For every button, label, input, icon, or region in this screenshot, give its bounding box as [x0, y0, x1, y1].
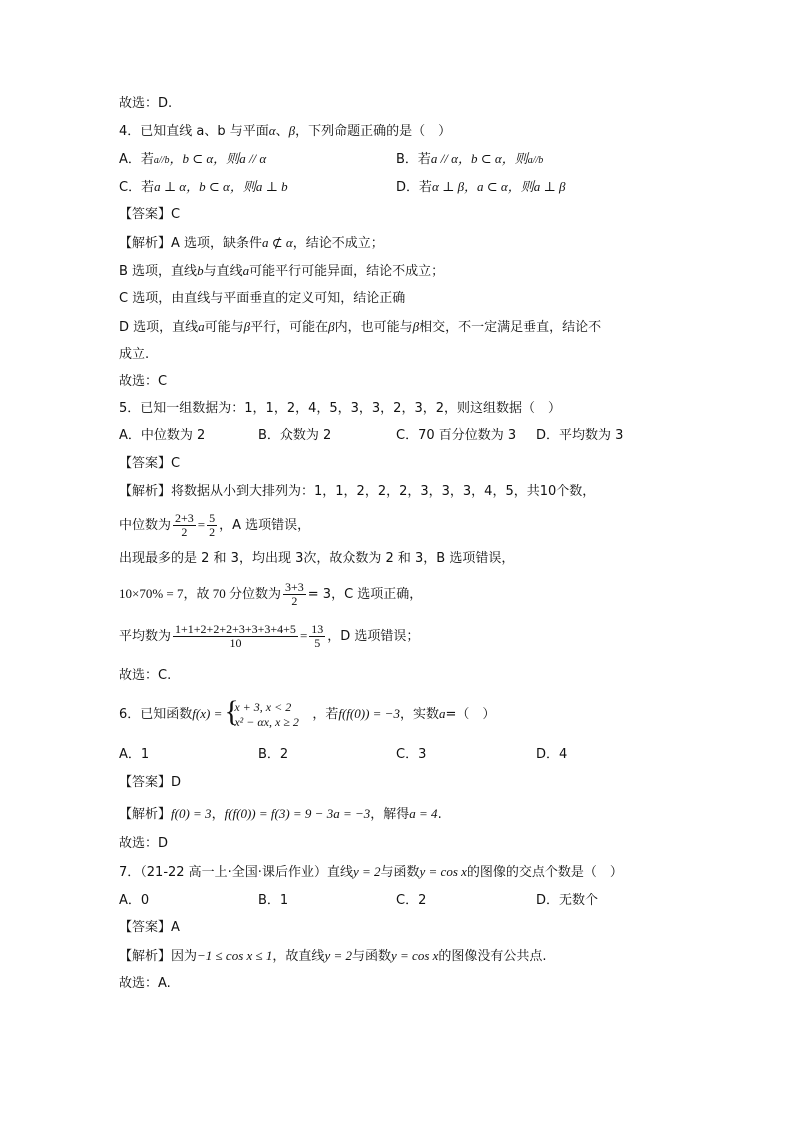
q5-explanation-5: 平均数为 $\frac{1+1+2+2+2+3+3+3+4+5}{10}$ = $\frac{13}{5}$ ，D 选项错误；: [119, 622, 420, 650]
q7-stem: 7．（21-22 高一上·全国·课后作业）直线y = 2与函数y = cos x的图像的交点个数是（ ）: [119, 864, 623, 880]
q6-conclusion: 故选：D: [119, 836, 169, 851]
q4-explanation-2: B 选项，直线b与直线a可能平行可能异面，结论不成立；: [119, 263, 445, 279]
q5-option-a: A．中位数为 2: [119, 428, 206, 443]
q5-option-d: D．平均数为 3: [536, 428, 624, 443]
q4-explanation-1: 【解析】A 选项，缺条件a ⊄ α，结论不成立；: [119, 235, 384, 251]
q5-explanation-4: 10×70% = 7，故 70 分位数为 $\frac{3+3}{2}$ = 3，C 选项正确，: [119, 580, 423, 608]
median-fraction: $\frac{2+3}{2}$: [175, 511, 194, 539]
q4-option-d: D．若α ⊥ β，a ⊂ α，则a ⊥ β: [396, 179, 566, 195]
q5-option-c: C．70 百分位数为 3: [396, 428, 517, 443]
q7-option-c: C．2: [396, 893, 427, 908]
q6-option-b: B．2: [258, 747, 289, 762]
mean-fraction: $\frac{1+1+2+2+2+3+3+3+4+5}{10}$: [175, 622, 296, 650]
q7-conclusion: 故选：A.: [119, 976, 171, 991]
q4-option-c: C．若a ⊥ α，b ⊂ α，则a ⊥ b: [119, 179, 288, 195]
q4-explanation-3: C 选项，由直线与平面垂直的定义可知，结论正确: [119, 291, 406, 306]
q5-answer: 【答案】C: [119, 456, 181, 471]
q4-stem: 4．已知直线 a、b 与平面α、β，下列命题正确的是（ ）: [119, 123, 452, 139]
q5-explanation-1: 【解析】将数据从小到大排列为：1，1，2，2，2，3，3，3，4，5，共10个数，: [119, 484, 596, 499]
q5-explanation-3: 出现最多的是 2 和 3，均出现 3次，故众数为 2 和 3，B 选项错误，: [119, 551, 515, 566]
median-result-fraction: $\frac{5}{2}$: [209, 511, 216, 539]
q7-option-b: B．1: [258, 893, 289, 908]
mean-result-fraction: $\frac{13}{5}$: [311, 622, 324, 650]
q5-stem: 5．已知一组数据为：1，1，2，4，5，3，3，2，3，2，则这组数据（ ）: [119, 401, 561, 416]
q5-option-b: B．众数为 2: [258, 428, 332, 443]
q7-option-d: D．无数个: [536, 893, 599, 908]
q4-option-b: B．若a // α，b ⊂ α，则a//b: [396, 151, 544, 167]
q4-conclusion: 故选：C: [119, 374, 168, 389]
q4-explanation-5: 成立.: [119, 347, 150, 362]
piecewise-function: { x + 3, x < 2 x² − αx, x ≥ 2: [224, 694, 299, 729]
q5-conclusion: 故选：C.: [119, 668, 172, 683]
percentile-fraction: $\frac{3+3}{2}$: [285, 580, 304, 608]
q7-answer: 【答案】A: [119, 920, 180, 935]
q4-option-a: A．若a//b，b ⊂ α，则a // α: [119, 151, 267, 167]
q7-explanation: 【解析】因为−1 ≤ cos x ≤ 1，故直线y = 2与函数y = cos x的图像没有公共点.: [119, 948, 547, 964]
q6-option-c: C．3: [396, 747, 427, 762]
q4-answer: 【答案】C: [119, 207, 181, 222]
q6-option-d: D．4: [536, 747, 568, 762]
prev-conclusion: 故选：D.: [119, 96, 173, 111]
q6-explanation: 【解析】f(0) = 3，f(f(0)) = f(3) = 9 − 3a = −3，解得a = 4.: [119, 806, 442, 822]
q7-option-a: A．0: [119, 893, 150, 908]
q6-stem: 6．已知函数f(x) = { x + 3, x < 2 x² − αx, x ≥ 2 ，若f(f(0)) = −3，实数a=（ ）: [119, 694, 496, 729]
q5-explanation-2: 中位数为 $\frac{2+3}{2}$ = $\frac{5}{2}$ ，A 选项错误，: [119, 511, 311, 539]
q6-answer: 【答案】D: [119, 775, 182, 790]
q6-option-a: A．1: [119, 747, 150, 762]
q4-explanation-4: D 选项，直线a可能与β平行，可能在β内，也可能与β相交，不一定满足垂直，结论不: [119, 319, 602, 335]
